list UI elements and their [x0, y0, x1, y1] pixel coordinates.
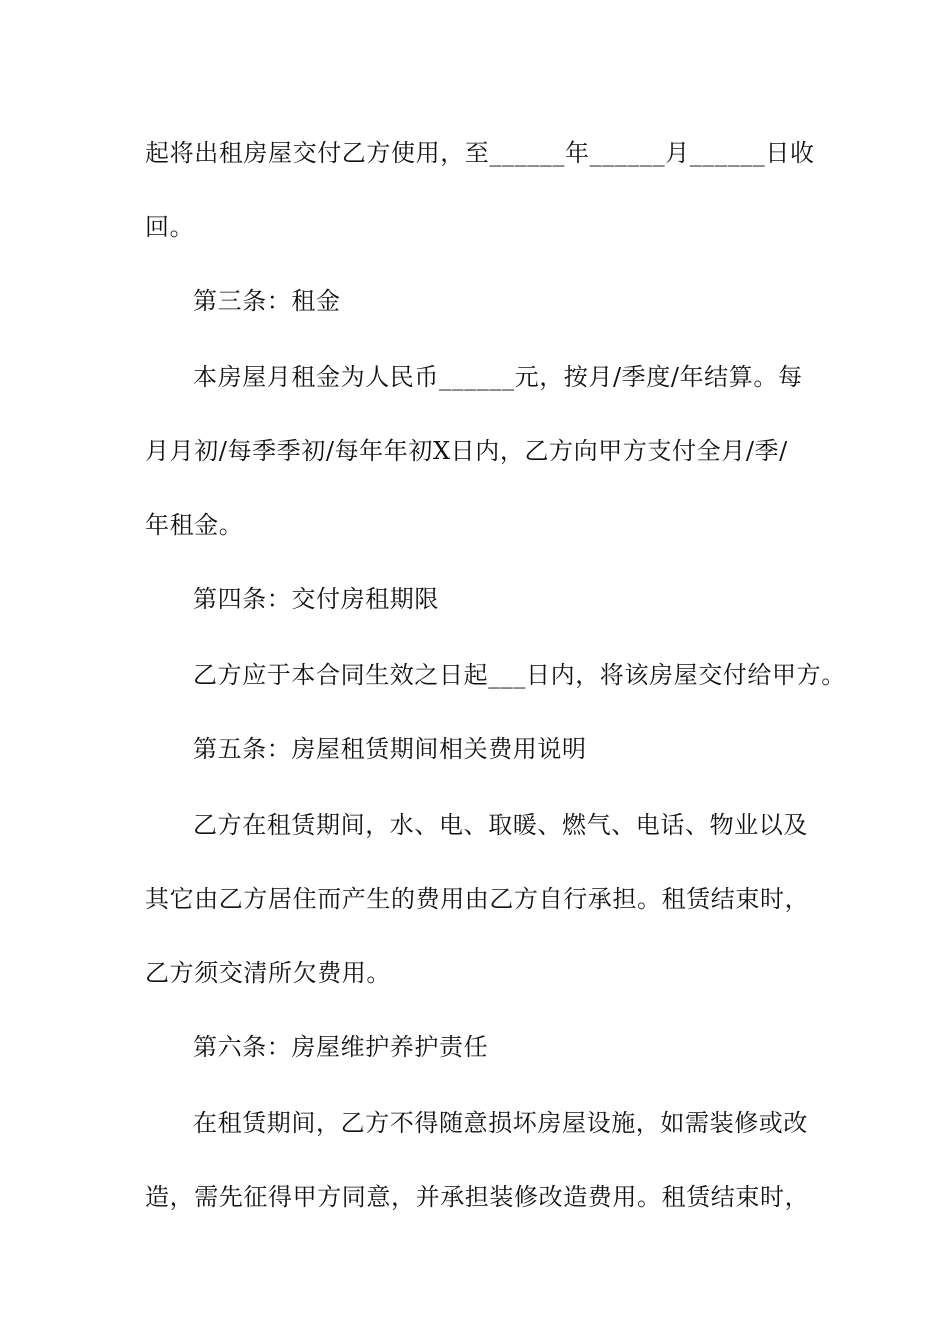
paragraph-line: 乙方须交清所欠费用。: [145, 959, 391, 987]
paragraph-line: 在租赁期间，乙方不得随意损坏房屋设施，如需装修或改: [193, 1109, 808, 1137]
paragraph-line: 本房屋月租金为人民币______元，按月/季度/年结算。每: [193, 363, 803, 391]
paragraph-line: 月月初/每季季初/每年年初X日内，乙方向甲方支付全月/季/: [145, 437, 788, 465]
paragraph-line: 其它由乙方居住而产生的费用由乙方自行承担。租赁结束时，: [145, 885, 810, 913]
paragraph-line: 回。: [145, 213, 195, 241]
section-heading-5: 第五条：房屋租赁期间相关费用说明: [193, 735, 587, 763]
paragraph-line: 乙方在租赁期间，水、电、取暖、燃气、电话、物业以及: [193, 811, 808, 839]
section-heading-3: 第三条：租金: [193, 287, 341, 315]
paragraph-line: 年租金。: [145, 511, 244, 539]
section-heading-6: 第六条：房屋维护养护责任: [193, 1033, 489, 1061]
paragraph-line: 造，需先征得甲方同意，并承担装修改造费用。租赁结束时，: [145, 1183, 810, 1211]
paragraph-line: 起将出租房屋交付乙方使用，至______年______月______日收: [145, 139, 815, 167]
paragraph-line: 乙方应于本合同生效之日起___日内，将该房屋交付给甲方。: [193, 661, 846, 689]
section-heading-4: 第四条：交付房租期限: [193, 585, 439, 613]
